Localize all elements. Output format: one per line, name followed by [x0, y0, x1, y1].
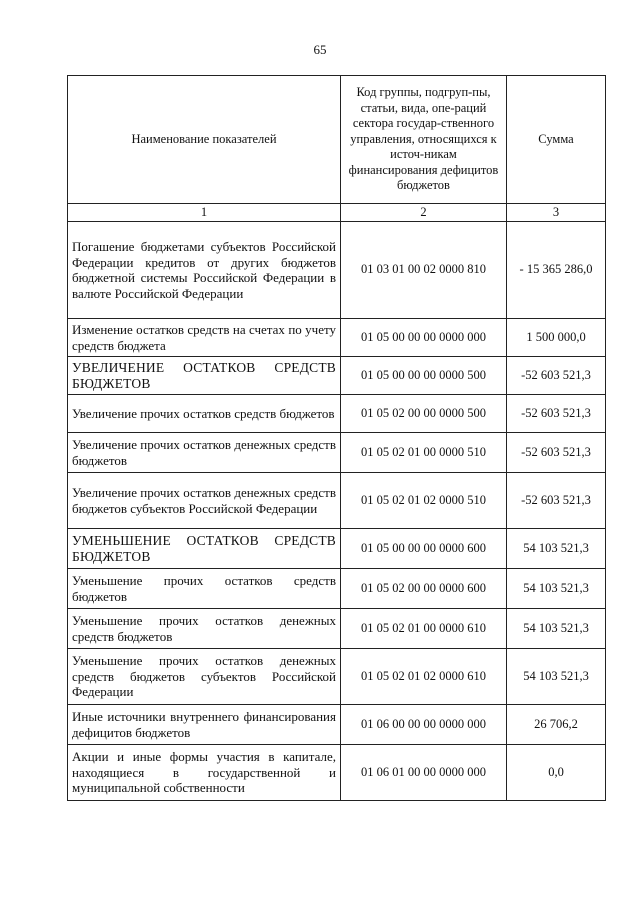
table-row [68, 529, 606, 569]
table-row [68, 705, 606, 745]
row-code: 01 05 02 01 02 0000 510 [341, 473, 507, 529]
row-name: Иные источники внутреннего финансирования дефицитов бюджетов [68, 705, 341, 745]
row-code: 01 05 00 00 00 0000 000 [341, 319, 507, 357]
page-number: 65 [313, 42, 327, 57]
row-name: Увеличение прочих остатков денежных средств бюджетов субъектов Российской Федерации [68, 473, 341, 529]
row-code: 01 05 02 00 00 0000 500 [341, 395, 507, 433]
column-number: 2 [341, 204, 507, 222]
row-name: Уменьшение прочих остатков денежных средств бюджетов [68, 609, 341, 649]
header-sum: Сумма [507, 76, 606, 204]
row-code: 01 05 02 00 00 0000 600 [341, 569, 507, 609]
table-header-row [68, 76, 606, 204]
row-code: 01 05 02 01 00 0000 610 [341, 609, 507, 649]
row-code: 01 06 01 00 00 0000 000 [341, 745, 507, 801]
row-sum: 54 103 521,3 [507, 529, 606, 569]
row-code: 01 06 00 00 00 0000 000 [341, 705, 507, 745]
column-number-row [68, 204, 606, 222]
table-row [68, 357, 606, 395]
column-number: 3 [507, 204, 606, 222]
table-row [68, 609, 606, 649]
row-sum: 54 103 521,3 [507, 569, 606, 609]
table-row [68, 319, 606, 357]
column-number: 1 [68, 204, 341, 222]
row-name: Погашение бюджетами субъектов Российской Федерации кредитов от других бюджетов бюджетной системы Российской Федерации в валюте Российской Федерации [68, 222, 341, 319]
budget-sources-table [67, 75, 606, 801]
row-sum: -52 603 521,3 [507, 357, 606, 395]
row-sum: 54 103 521,3 [507, 609, 606, 649]
row-code: 01 05 00 00 00 0000 600 [341, 529, 507, 569]
row-name: Увеличение прочих остатков средств бюджетов [68, 395, 341, 433]
row-name: Изменение остатков средств на счетах по учету средств бюджета [68, 319, 341, 357]
row-name: УВЕЛИЧЕНИЕ ОСТАТКОВ СРЕДСТВ БЮДЖЕТОВ [68, 357, 341, 395]
row-name: Акции и иные формы участия в капитале, находящиеся в государственной и муниципальной собственности [68, 745, 341, 801]
row-sum: 26 706,2 [507, 705, 606, 745]
row-code: 01 05 02 01 02 0000 610 [341, 649, 507, 705]
row-sum: 0,0 [507, 745, 606, 801]
table-row [68, 569, 606, 609]
row-code: 01 05 02 01 00 0000 510 [341, 433, 507, 473]
row-name: Уменьшение прочих остатков денежных средств бюджетов субъектов Российской Федерации [68, 649, 341, 705]
row-sum: -52 603 521,3 [507, 395, 606, 433]
table-row [68, 649, 606, 705]
table-row [68, 395, 606, 433]
row-code: 01 05 00 00 00 0000 500 [341, 357, 507, 395]
row-name: УМЕНЬШЕНИЕ ОСТАТКОВ СРЕДСТВ БЮДЖЕТОВ [68, 529, 341, 569]
row-sum: 1 500 000,0 [507, 319, 606, 357]
row-code: 01 03 01 00 02 0000 810 [341, 222, 507, 319]
table-row [68, 222, 606, 319]
row-sum: -52 603 521,3 [507, 473, 606, 529]
row-name: Уменьшение прочих остатков средств бюджетов [68, 569, 341, 609]
row-sum: 54 103 521,3 [507, 649, 606, 705]
header-code: Код группы, подгруп-пы, статьи, вида, опе-раций сектора государ-ственного управления, относящихся к источ-никам финансирования дефицитов бюджетов [341, 76, 507, 204]
row-sum: - 15 365 286,0 [507, 222, 606, 319]
row-name: Увеличение прочих остатков денежных средств бюджетов [68, 433, 341, 473]
table-row [68, 473, 606, 529]
table-row [68, 745, 606, 801]
header-name: Наименование показателей [68, 76, 341, 204]
row-sum: -52 603 521,3 [507, 433, 606, 473]
table-row [68, 433, 606, 473]
